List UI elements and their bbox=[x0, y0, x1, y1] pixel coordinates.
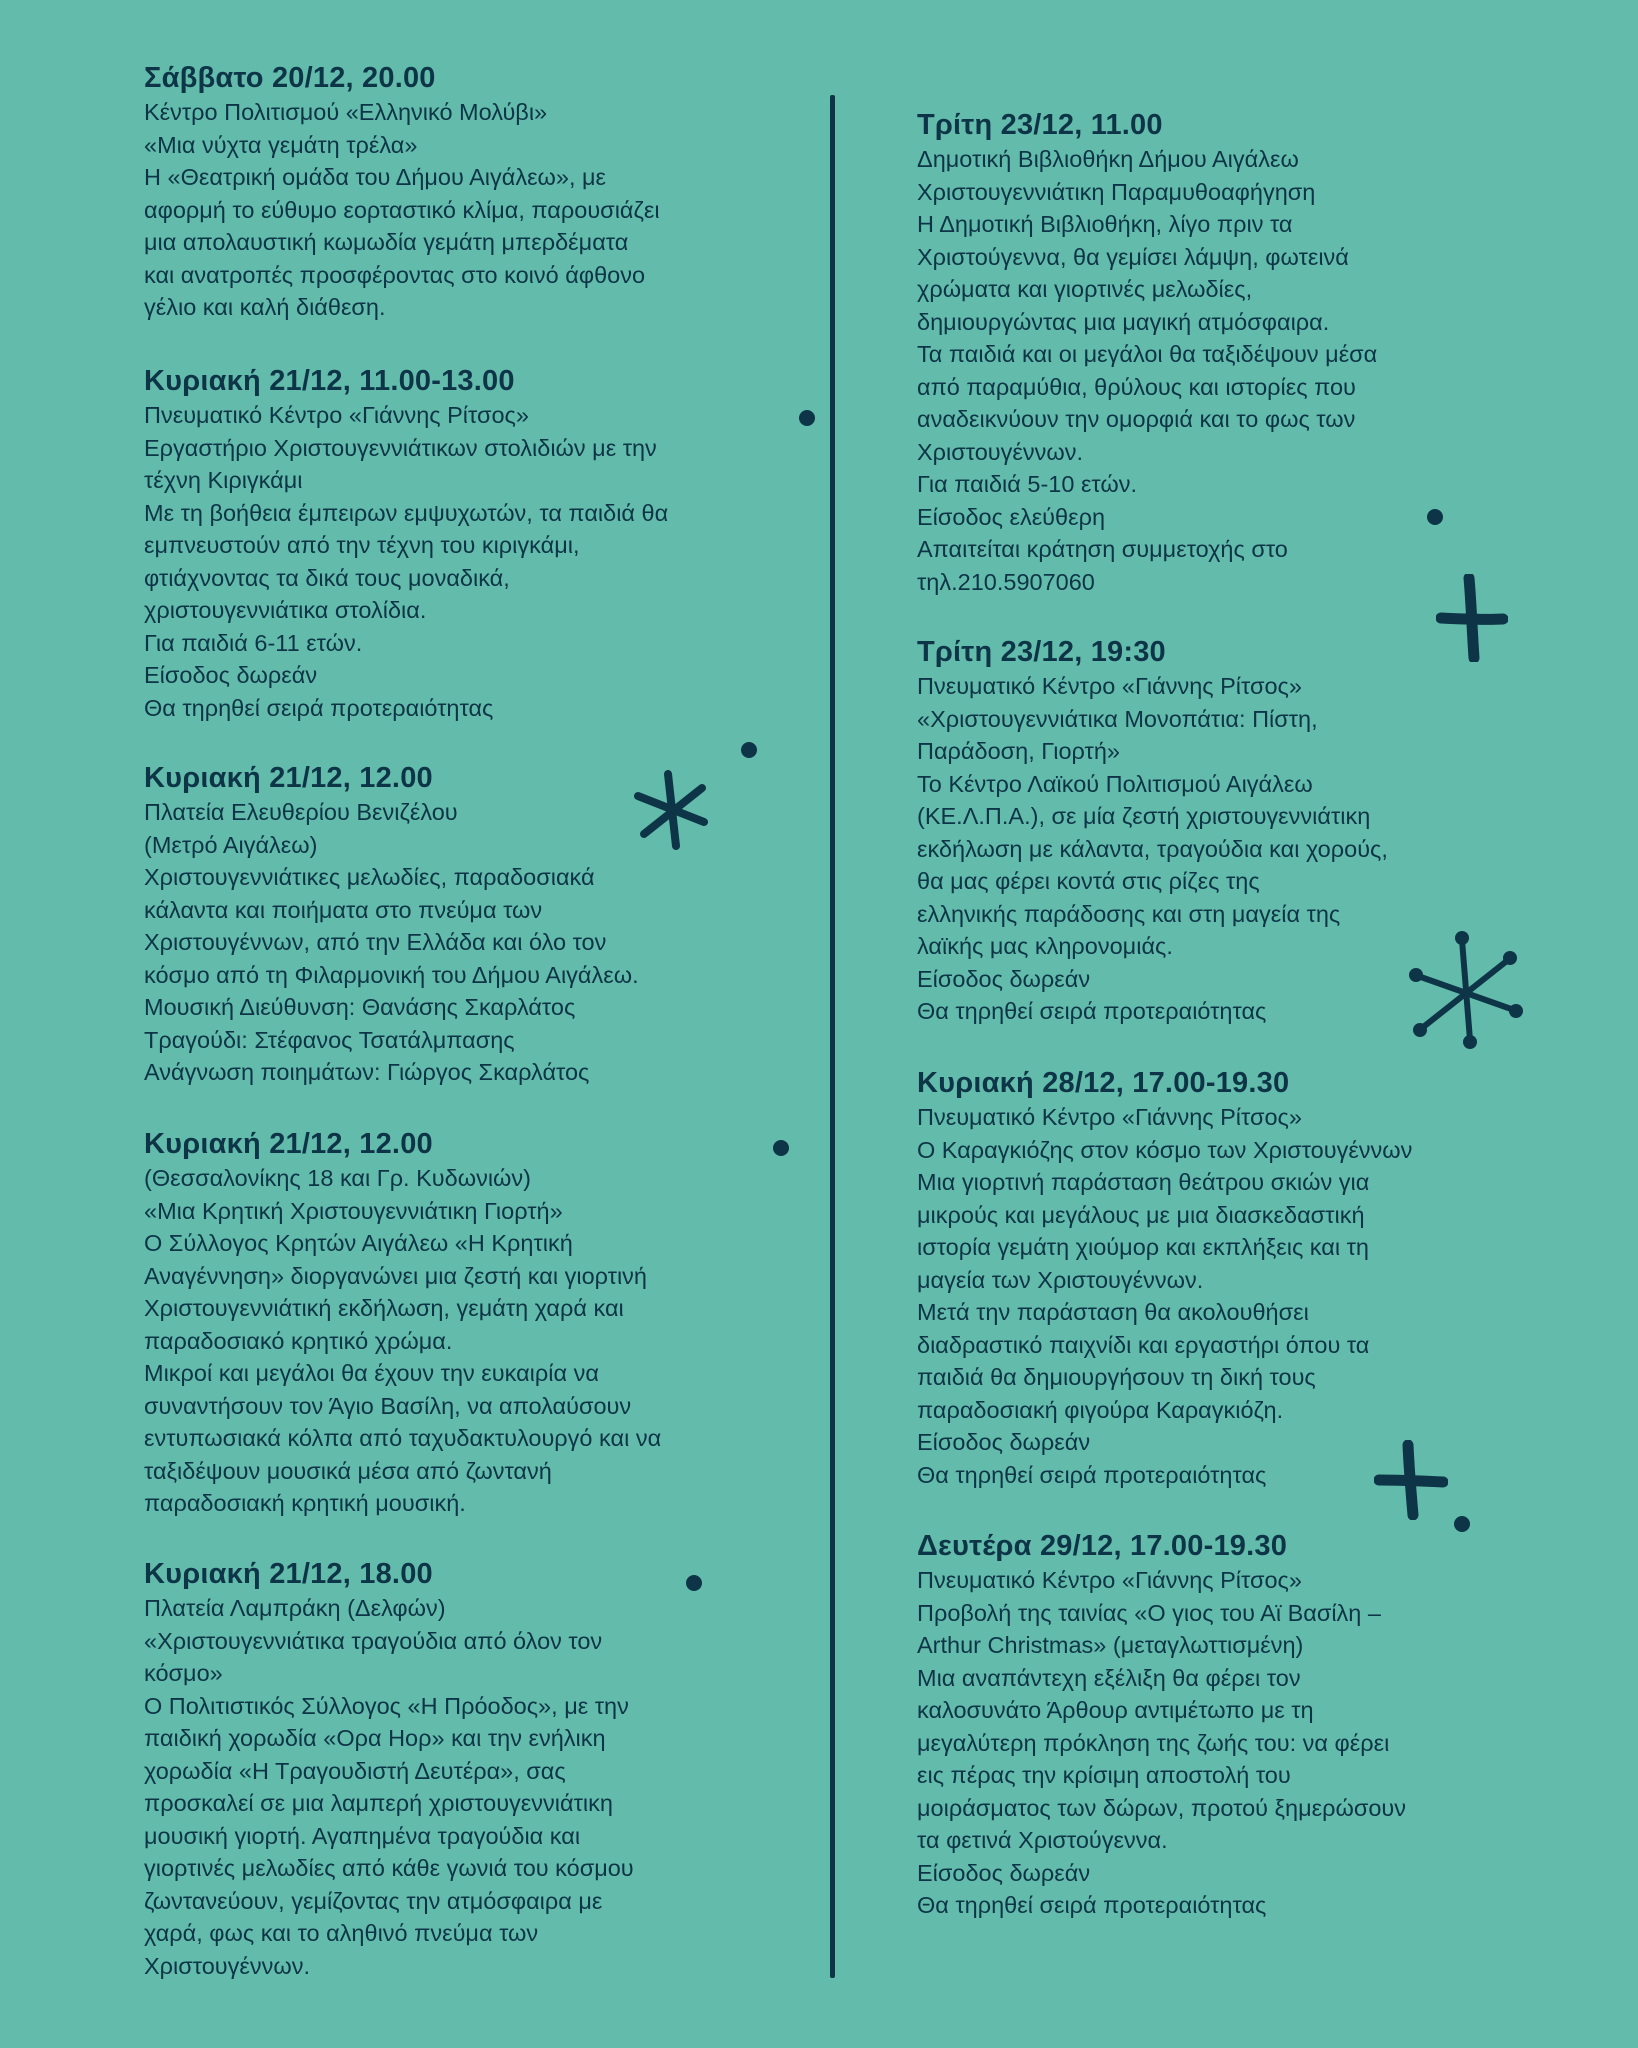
event-description: Πνευματικό Κέντρο «Γιάννης Ρίτσος» Ο Καραγκιόζης στον κόσμο των Χριστουγέννων Μια γιορτινή παράσταση θεάτρου σκιών για μικρούς και μεγάλους με μια διασκεδαστική ιστορία γεμάτη χιούμορ και εκπλήξεις και τη μαγεία των Χριστουγέννων. Μετά την παράσταση θα ακολουθήσει διαδραστικό παιχνίδι και εργαστήρι όπου τα παιδιά θα δημιουργήσουν τη δική τους παραδοσιακή φιγούρα Καραγκιόζη. Είσοδος δωρεάν Θα τηρηθεί σειρά προτεραιότητας bbox=[917, 1104, 1413, 1488]
plus-icon bbox=[1436, 574, 1508, 662]
event bbox=[144, 365, 784, 724]
event-description: Πνευματικό Κέντρο «Γιάννης Ρίτσος» Εργαστήριο Χριστουγεννιάτικων στολιδιών με την τέχνη Κιριγκάμι Με τη βοήθεια έμπειρων εμψυχωτών, τα παιδιά θα εμπνευστούν από την τέχνη του κιριγκάμι, φτιάχνοντας τα δικά τους μοναδικά, χριστουγεννιάτικα στολίδια. Για παιδιά 6-11 ετών. Είσοδος δωρεάν Θα τηρηθεί σειρά προτεραιότητας bbox=[144, 402, 669, 721]
event-description: Πνευματικό Κέντρο «Γιάννης Ρίτσος» Προβολή της ταινίας «Ο γιος του Αϊ Βασίλη – Arthur Christmas» (μεταγλωττισμένη) Μια αναπάντεχη εξέλιξη θα φέρει τον καλοσυνάτο Άρθουρ αντιμέτωπο με τη μεγαλύτερη πρόκληση της ζωής του: να φέρει εις πέρας την κρίσιμη αποστολή του μοιράσματος των δώρων, προτού ξημερώσουν τα φετινά Χριστούγεννα. Είσοδος δωρεάν Θα τηρηθεί σειρά προτεραιότητας bbox=[917, 1567, 1407, 1918]
asterisk-icon bbox=[632, 770, 710, 850]
event-title: Κυριακή 28/12, 17.00-19.30 bbox=[917, 1067, 1290, 1099]
divider-line bbox=[830, 95, 835, 1978]
event-title: Δευτέρα 29/12, 17.00-19.30 bbox=[917, 1530, 1288, 1562]
event-description: Πνευματικό Κέντρο «Γιάννης Ρίτσος» «Χριστουγεννιάτικα Μονοπάτια: Πίστη, Παράδοση, Γιορτή» Το Κέντρο Λαϊκού Πολιτισμού Αιγάλεω (ΚΕ.Λ.Π.Α.), σε μία ζεστή χριστουγεννιάτικη εκδήλωση με κάλαντα, τραγούδια και χορούς, θα μας φέρει κοντά στις ρίζες της ελληνικής παράδοσης και στη μαγεία της λαϊκής μας κληρονομιάς. Είσοδος δωρεάν Θα τηρηθεί σειρά προτεραιότητας bbox=[917, 673, 1388, 1024]
event-title: Τρίτη 23/12, 11.00 bbox=[917, 109, 1163, 141]
plus-icon bbox=[1374, 1440, 1448, 1520]
event bbox=[144, 1128, 784, 1520]
event-title: Σάββατο 20/12, 20.00 bbox=[144, 62, 436, 94]
event bbox=[144, 62, 784, 324]
event-title: Κυριακή 21/12, 12.00 bbox=[144, 762, 433, 794]
event-description: Πλατεία Ελευθερίου Βενιζέλου (Μετρό Αιγάλεω) Χριστουγεννιάτικες μελωδίες, παραδοσιακά κάλαντα και ποιήματα στο πνεύμα των Χριστουγέννων, από την Ελλάδα και όλο τον κόσμο από τη Φιλαρμονική του Δήμου Αιγάλεω. Μουσική Διεύθυνση: Θανάσης Σκαρλάτος Τραγούδι: Στέφανος Τσατάλμπασης Ανάγνωση ποιημάτων: Γιώργος Σκαρλάτος bbox=[144, 799, 639, 1085]
event bbox=[917, 1067, 1557, 1491]
event-description: Κέντρο Πολιτισμού «Ελληνικό Μολύβι» «Μια νύχτα γεμάτη τρέλα» Η «Θεατρική ομάδα του Δήμου Αιγάλεω», με αφορμή το εύθυμο εορταστικό κλίμα, παρουσιάζει μια απολαυστική κωμωδία γεμάτη μπερδέματα και ανατροπές προσφέροντας στο κοινό άφθονο γέλιο και καλή διάθεση. bbox=[144, 99, 660, 320]
event-title: Κυριακή 21/12, 11.00-13.00 bbox=[144, 365, 515, 397]
dot-icon bbox=[741, 742, 757, 758]
event-title: Κυριακή 21/12, 18.00 bbox=[144, 1558, 433, 1590]
dot-icon bbox=[686, 1575, 702, 1591]
event bbox=[144, 1558, 784, 1982]
dot-icon bbox=[799, 410, 815, 426]
event-description: Πλατεία Λαμπράκη (Δελφών) «Χριστουγεννιάτικα τραγούδια από όλον τον κόσμο» Ο Πολιτιστικός Σύλλογος «Η Πρόοδος», με την παιδική χορωδία «Ορα Ηορ» και την ενήλικη χορωδία «Η Τραγουδιστή Δευτέρα», σας προσκαλεί σε μια λαμπερή χριστουγεννιάτικη μουσική γιορτή. Αγαπημένα τραγούδια και γιορτινές μελωδίες από κάθε γωνιά του κόσμου ζωντανεύουν, γεμίζοντας την ατμόσφαιρα με χαρά, φως και το αληθινό πνεύμα των Χριστουγέννων. bbox=[144, 1595, 634, 1979]
snowflake-icon bbox=[1404, 926, 1526, 1054]
event-title: Τρίτη 23/12, 19:30 bbox=[917, 636, 1166, 668]
dot-icon bbox=[1454, 1516, 1470, 1532]
event bbox=[917, 1530, 1557, 1922]
event bbox=[917, 109, 1557, 598]
event-description: Δημοτική Βιβλιοθήκη Δήμου Αιγάλεω Χριστουγεννιάτικη Παραμυθοαφήγηση Η Δημοτική Βιβλιοθήκη, λίγο πριν τα Χριστούγεννα, θα γεμίσει λάμψη, φωτεινά χρώματα και γιορτινές μελωδίες, δημιουργώντας μια μαγική ατμόσφαιρα. Τα παιδιά και οι μεγάλοι θα ταξιδέψουν μέσα από παραμύθια, θρύλους και ιστορίες που αναδεικνύουν την ομορφιά και το φως των Χριστουγέννων. Για παιδιά 5-10 ετών. Είσοδος ελεύθερη Απαιτείται κράτηση συμμετοχής στο τηλ.210.5907060 bbox=[917, 146, 1378, 595]
dot-icon bbox=[1427, 509, 1443, 525]
dot-icon bbox=[773, 1140, 789, 1156]
event-title: Κυριακή 21/12, 12.00 bbox=[144, 1128, 433, 1160]
event-description: (Θεσσαλονίκης 18 και Γρ. Κυδωνιών) «Μια Κρητική Χριστουγεννιάτικη Γιορτή» Ο Σύλλογος Κρητών Αιγάλεω «Η Κρητική Αναγέννηση» διοργανώνει μια ζεστή και γιορτινή Χριστουγεννιάτική εκδήλωση, γεμάτη χαρά και παραδοσιακό κρητικό χρώμα. Μικροί και μεγάλοι θα έχουν την ευκαιρία να συναντήσουν τον Άγιο Βασίλη, να απολαύσουν εντυπωσιακά κόλπα από ταχυδακτυλουργό και να ταξιδέψουν μουσικά μέσα από ζωντανή παραδοσιακή κρητική μουσική. bbox=[144, 1165, 662, 1516]
